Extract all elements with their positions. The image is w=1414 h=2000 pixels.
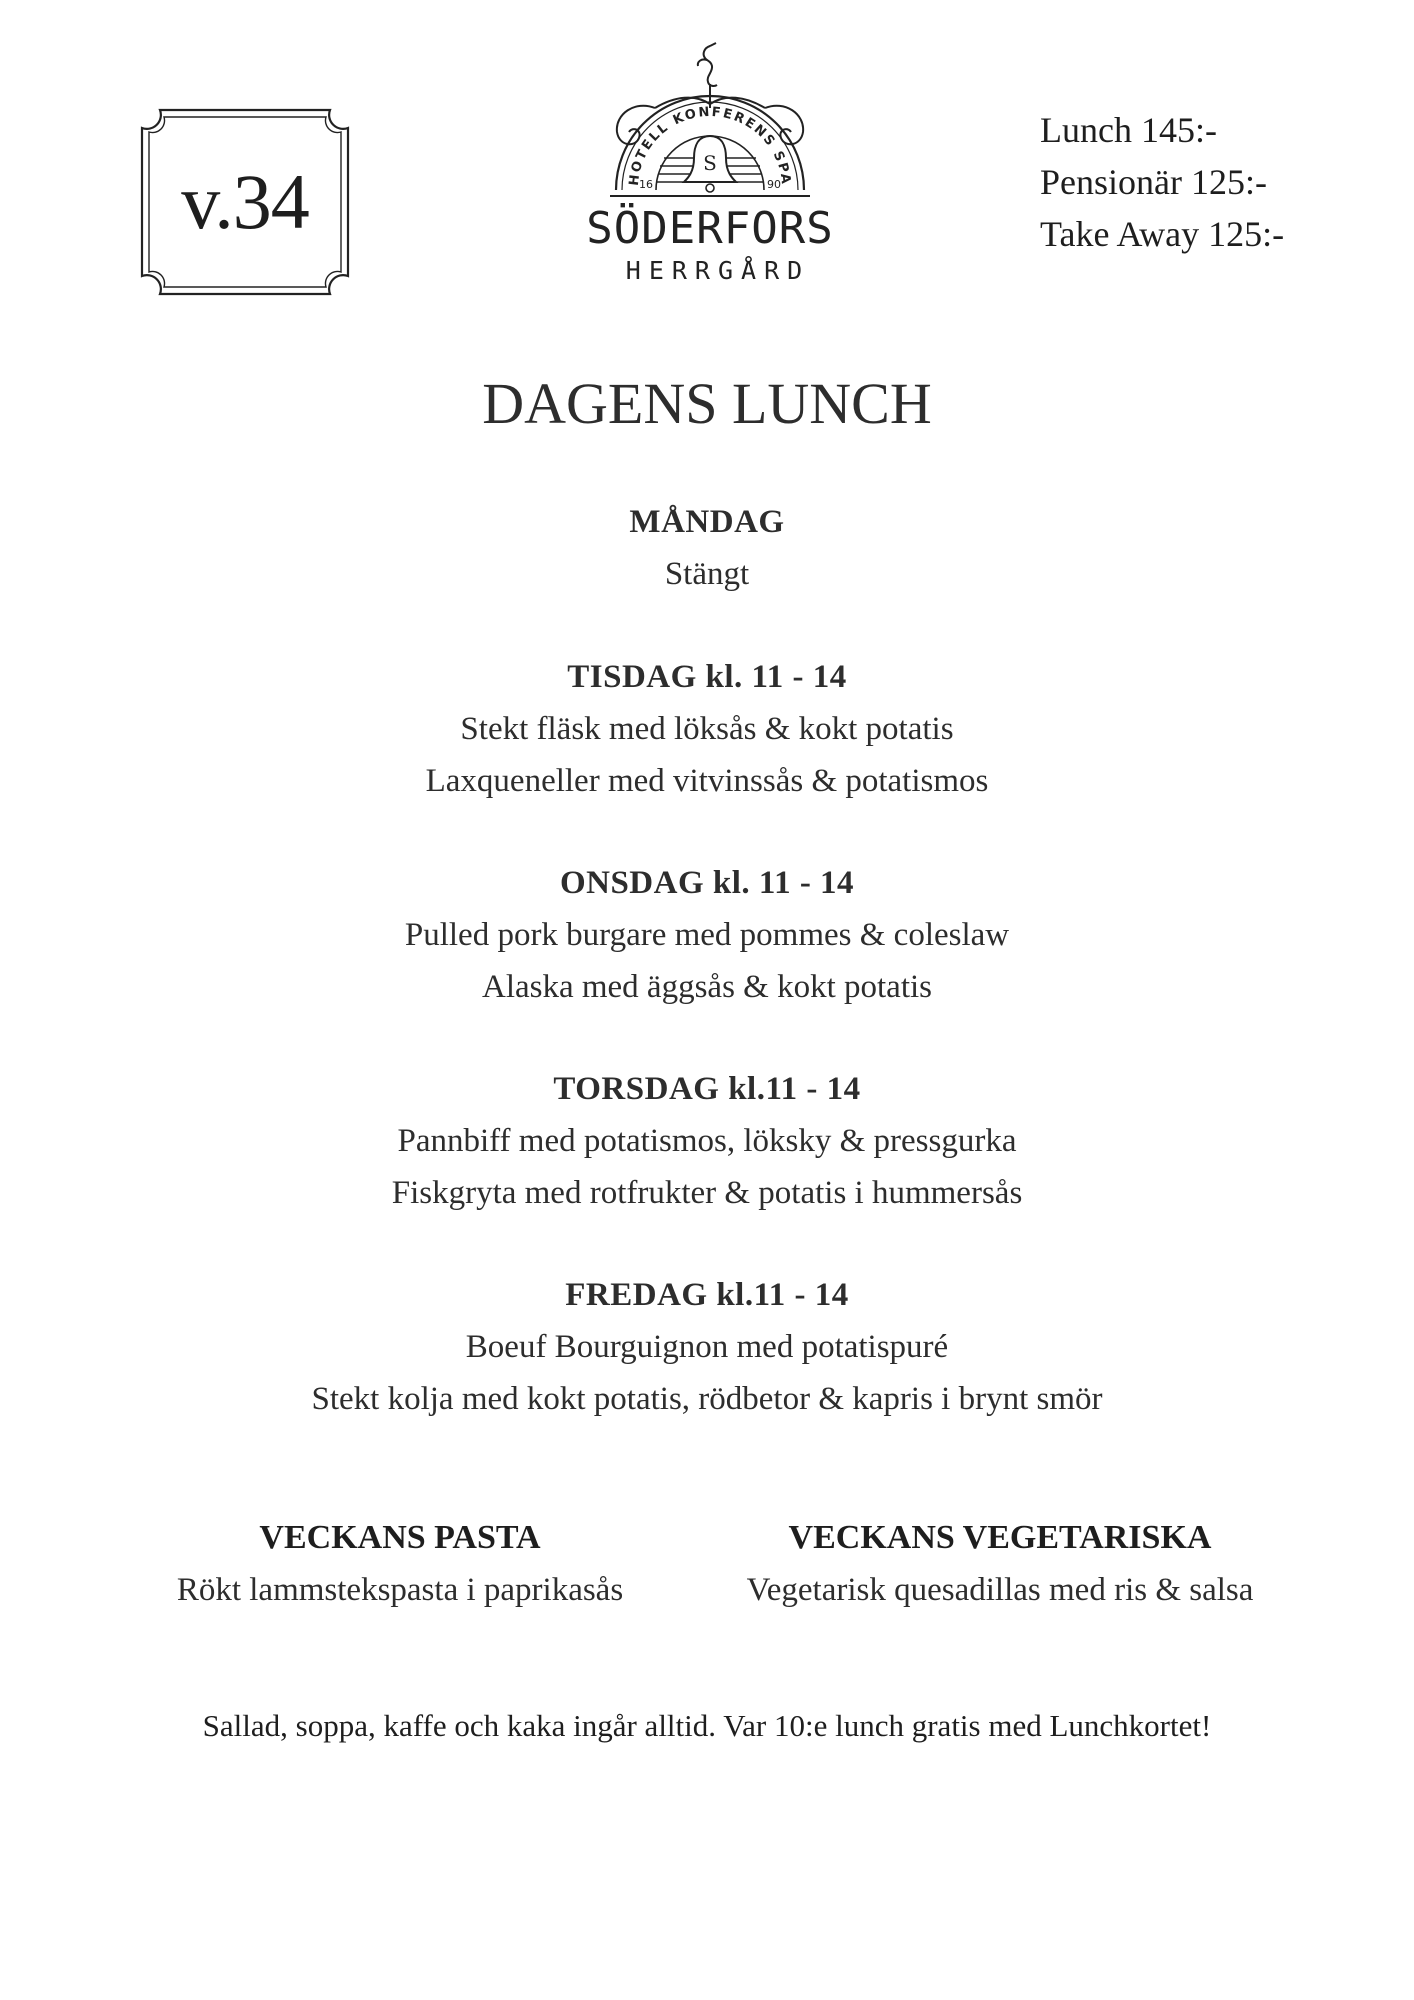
dish: Stekt fläsk med löksås & kokt potatis (460, 711, 954, 747)
page-title: DAGENS LUNCH (482, 371, 932, 436)
day-heading: MÅNDAG (629, 504, 785, 540)
dish: Stekt kolja med kokt potatis, rödbetor & kapris i brynt smör (311, 1381, 1103, 1417)
dish: Pannbiff med potatismos, löksky & pressgurka (397, 1123, 1017, 1159)
day-tuesday (0, 651, 1414, 807)
day-heading: TISDAG kl. 11 - 14 (567, 659, 847, 695)
dish: Pulled pork burgare med pommes & coleslaw (404, 917, 1010, 953)
dish: Alaska med äggsås & kokt potatis (481, 969, 932, 1005)
weekly-pasta (110, 1512, 690, 1616)
day-heading: TORSDAG kl.11 - 14 (553, 1071, 861, 1107)
dish: Stängt (664, 556, 750, 592)
day-thursday (0, 1063, 1414, 1219)
day-wednesday (0, 857, 1414, 1013)
weekly-pasta-dish: Rökt lammstekspasta i paprikasås (176, 1572, 624, 1608)
svg-text:16: 16 (639, 178, 653, 191)
day-friday (0, 1269, 1414, 1425)
weekly-vegetarian-dish: Vegetarisk quesadillas med ris & salsa (746, 1572, 1254, 1608)
weekly-pasta-heading: VECKANS PASTA (259, 1519, 541, 1556)
price-takeaway: Take Away 125:- (1040, 214, 1285, 254)
week-badge (138, 106, 352, 298)
svg-text:HOTELL KONFERENS SPA: HOTELL KONFERENS SPA (626, 104, 794, 187)
brand-subtitle: HERRGÅRD (625, 256, 811, 285)
dish: Laxqueneller med vitvinssås & potatismos (425, 763, 989, 799)
brand-name: SÖDERFORS (586, 203, 834, 254)
dish: Fiskgryta med rotfrukter & potatis i hummersås (391, 1175, 1023, 1211)
day-heading: ONSDAG kl. 11 - 14 (559, 865, 855, 901)
week-number: v.34 (181, 158, 309, 245)
price-list (1040, 104, 1284, 260)
footer-note: Sallad, soppa, kaffe och kaka ingår alltid. Var 10:e lunch gratis med Lunchkortet! (202, 1708, 1212, 1743)
dish: Boeuf Bourguignon med potatispuré (465, 1329, 949, 1365)
svg-text:S: S (703, 151, 717, 175)
manor-emblem-icon (560, 38, 860, 208)
brand-logo (560, 38, 860, 298)
weekly-vegetarian (690, 1512, 1310, 1616)
day-heading: FREDAG kl.11 - 14 (565, 1277, 849, 1313)
price-lunch: Lunch 145:- (1040, 110, 1217, 150)
svg-text:90: 90 (767, 178, 781, 191)
weekly-vegetarian-heading: VECKANS VEGETARISKA (788, 1519, 1212, 1556)
price-pensioner: Pensionär 125:- (1040, 162, 1267, 202)
day-monday (0, 496, 1414, 600)
